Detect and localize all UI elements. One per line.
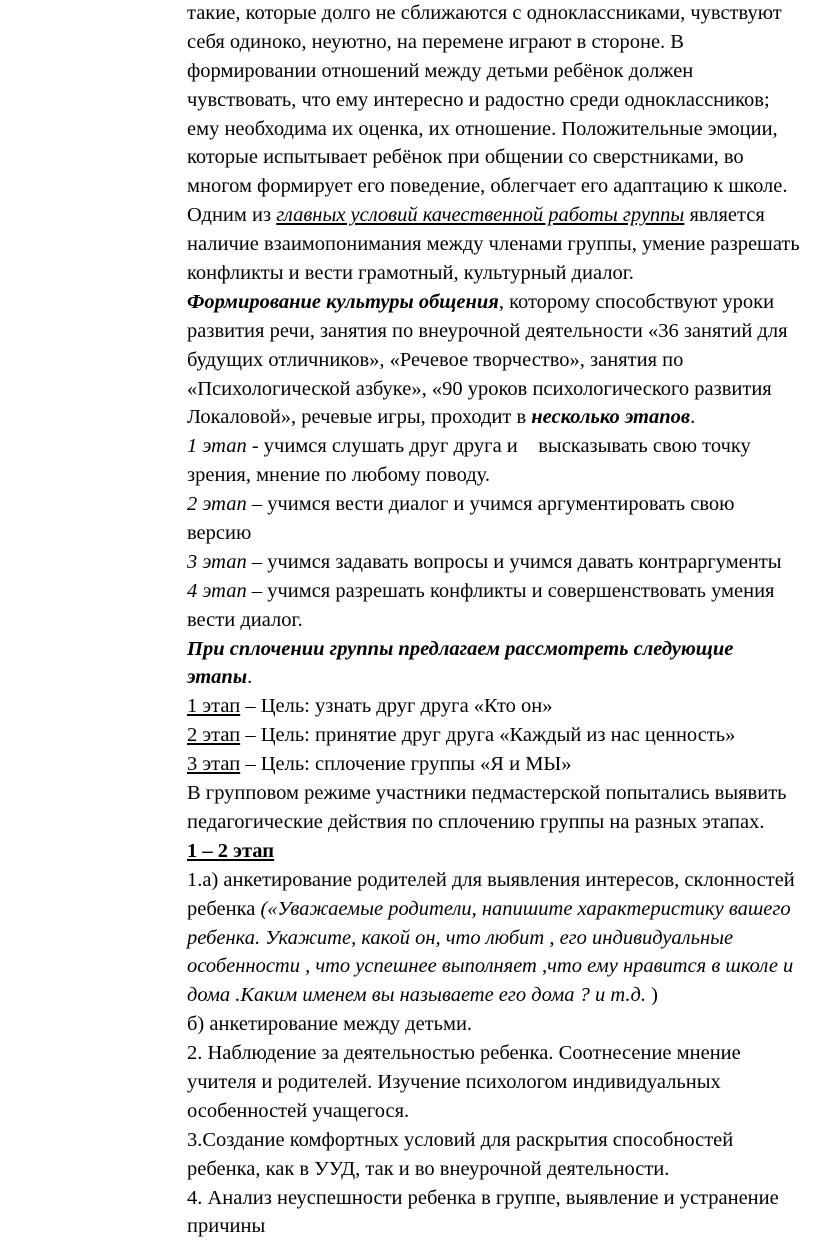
stage-line (187, 432, 812, 461)
stage-text: – учимся вести диалог и учимся аргументировать свою (246, 493, 735, 516)
goal-text: – Цель: сплочение группы «Я и МЫ» (240, 753, 572, 776)
stage-line (187, 490, 812, 519)
item-1a-quote-line: особенности , что успешнее выполняет ,что ему нравится в школе и (187, 955, 794, 978)
stage-line (187, 577, 812, 606)
stage-continuation: вести диалог. (187, 608, 303, 631)
cohesion-dot: . (247, 666, 253, 689)
condition-post: является (684, 204, 765, 227)
paragraph-line: конфликты и вести грамотный, культурный диалог. (187, 262, 634, 285)
culture-heading-line (187, 288, 812, 317)
stage-heading: 1 – 2 этап (187, 839, 275, 862)
stage-label: 4 этап (187, 579, 247, 602)
stage-continuation: версию (187, 522, 252, 545)
paragraph-line: развития речи, занятия по внеурочной деятельности «36 занятий для (187, 319, 788, 342)
item-1a-line: 1.а) анкетирование родителей для выявления интересов, склонностей (187, 868, 795, 891)
paragraph-line: чувствовать, что ему интересно и радостно среди одноклассников; (187, 88, 770, 111)
condition-pre: Одним из (187, 204, 277, 227)
item-1a-quote: («Уважаемые родители, напишите характеристику вашего (260, 897, 791, 920)
item-3-line: ребенка, как в УУД, так и во внеурочной деятельности. (187, 1157, 670, 1180)
culture-last-emphasis: несколько этапов (531, 406, 691, 429)
paragraph-line: В групповом режиме участники педмастерской попытались выявить (187, 782, 787, 805)
item-2-line: учителя и родителей. Изучение психологом индивидуальных (187, 1070, 721, 1093)
goal-label: 1 этап (187, 695, 241, 718)
culture-last-post: . (690, 406, 696, 429)
goal-line (187, 721, 812, 750)
item-1a-close: ) (646, 984, 658, 1007)
paragraph-line: ему необходима их оценка, их отношение. Положительные эмоции, (187, 117, 778, 140)
document-page (187, 0, 812, 1241)
culture-last-pre: Локаловой», речевые игры, проходит в (187, 406, 532, 429)
goal-line (187, 750, 812, 779)
cohesion-heading: При сплочении группы предлагаем рассмотреть следующие (187, 637, 734, 660)
item-1a-line (187, 981, 812, 1010)
goal-text: – Цель: узнать друг друга «Кто он» (240, 695, 553, 718)
culture-last-line (187, 403, 812, 432)
item-1b-line: б) анкетирование между детьми. (187, 1013, 473, 1036)
item-1a-line (187, 895, 812, 924)
culture-text: , которому способствуют уроки (498, 290, 775, 313)
condition-line (187, 201, 812, 230)
paragraph-line: которые испытывает ребёнок при общении со сверстниками, во (187, 146, 744, 169)
paragraph-line: формировании отношений между детьми ребёнок должен (187, 59, 694, 82)
item-1a-quote: дома .Каким именем вы называете его дома ? и т.д. (187, 984, 646, 1007)
goal-label: 2 этап (187, 724, 241, 747)
paragraph-line: себя одиноко, неуютно, на перемене играют в стороне. В (187, 30, 684, 53)
paragraph-line: педагогические действия по сплочению группы на разных этапах. (187, 810, 765, 833)
item-4-line: 4. Анализ неуспешности ребенка в группе, выявление и устранение (187, 1186, 779, 1209)
cohesion-heading-word: этапы (187, 666, 248, 689)
paragraph-line: многом формирует его поведение, облегчает его адаптацию к школе. (187, 175, 788, 198)
paragraph-line: будущих отличников», «Речевое творчество», занятия по (187, 348, 684, 371)
paragraph-line: такие, которые долго не сближаются с одноклассниками, чувствуют (187, 2, 782, 24)
goal-line (187, 692, 812, 721)
item-4-line: причины (187, 1215, 266, 1238)
culture-heading: Формирование культуры общения (187, 290, 499, 313)
goal-label: 3 этап (187, 753, 241, 776)
stage-text: – учимся разрешать конфликты и совершенствовать умения (246, 579, 775, 602)
item-2-line: особенностей учащегося. (187, 1099, 410, 1122)
stage-text: - учимся слушать друг друга и высказывать свою точку (246, 435, 751, 458)
paragraph-line: наличие взаимопонимания между членами группы, умение разрешать (187, 233, 800, 256)
item-3-line: 3.Создание комфортных условий для раскрытия способностей (187, 1128, 734, 1151)
item-1a-quote-line: ребенка. Укажите, какой он, что любит , его индивидуальные (187, 926, 734, 949)
cohesion-heading-end (187, 663, 812, 692)
condition-emphasis: главных условий качественной работы группы (276, 204, 685, 227)
item-1a-pre: ребенка (187, 897, 261, 920)
stage-continuation: зрения, мнение по любому поводу. (187, 464, 490, 487)
stage-label: 2 этап (187, 493, 247, 516)
stage-text: – учимся задавать вопросы и учимся давать контраргументы (246, 550, 782, 573)
stage-line (187, 548, 812, 577)
paragraph-line: «Психологической азбуке», «90 уроков психологического развития (187, 377, 772, 400)
item-2-line: 2. Наблюдение за деятельностью ребенка. Соотнесение мнение (187, 1042, 741, 1065)
goal-text: – Цель: принятие друг друга «Каждый из нас ценность» (240, 724, 736, 747)
stage-label: 3 этап (187, 550, 247, 573)
stage-label: 1 этап (187, 435, 247, 458)
